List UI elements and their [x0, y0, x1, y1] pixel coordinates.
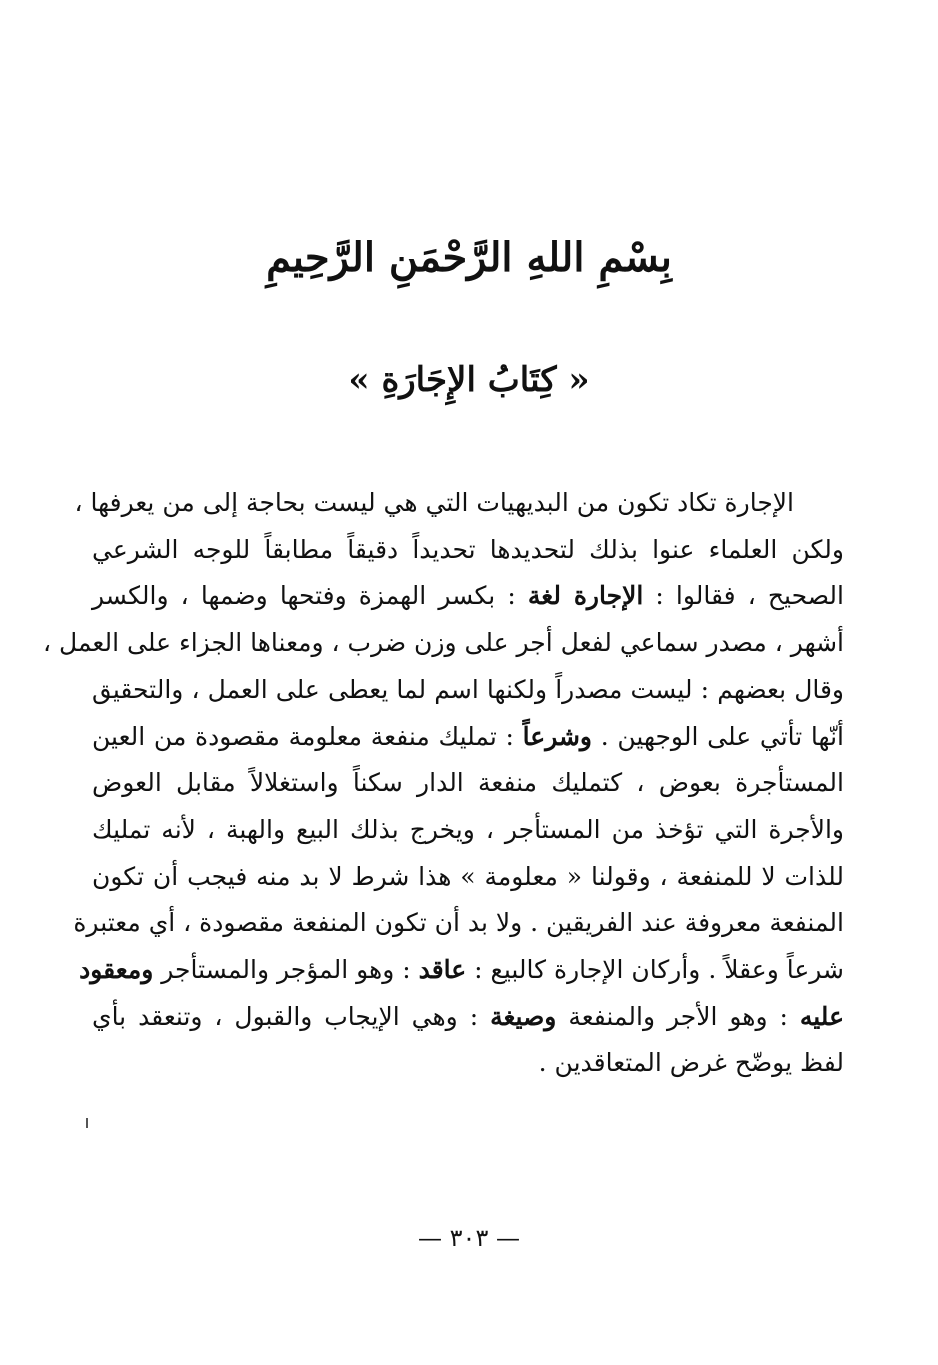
text-segment: : وهي الإيجاب والقبول ، وتنعقد بأي — [92, 1001, 491, 1031]
body-paragraph — [43, 480, 844, 1087]
text-segment: الصحيح ، فقالوا : — [643, 581, 844, 611]
text-segment: ولكن العلماء عنوا بذلك لتحديدها تحديداً دقيقاً مطابقاً للوجه الشرعي — [92, 534, 844, 564]
paragraph-line — [92, 994, 844, 1041]
paragraph-line — [92, 760, 844, 807]
basmala-heading: بِسْمِ اللهِ الرَّحْمَنِ الرَّحِيمِ — [266, 234, 672, 281]
text-segment: أنّها تأتي على الوجهين . — [592, 721, 844, 751]
bold-term: عليه — [799, 1001, 844, 1031]
bold-term: الإجارة لغة — [527, 581, 644, 611]
bold-term: وصيغة — [490, 1001, 557, 1031]
bold-term: ومعقود — [79, 955, 154, 985]
text-segment: المستأجرة بعوض ، كتمليك منفعة الدار سكناً واستغلالاً مقابل العوض — [92, 768, 844, 798]
paragraph-line — [92, 807, 844, 854]
paragraph-line — [92, 854, 844, 901]
text-segment: شرعاً وعقلاً . وأركان الإجارة كالبيع : — [466, 955, 844, 985]
text-segment: : تمليك منفعة معلومة مقصودة من العين — [92, 721, 523, 751]
paragraph-line — [74, 480, 844, 527]
text-segment: : وهو المؤجر والمستأجر — [153, 955, 419, 985]
paragraph-line — [92, 714, 844, 761]
paragraph-line — [92, 527, 844, 574]
text-segment: : بكسر الهمزة وفتحها وضمها ، والكسر — [92, 581, 528, 611]
paragraph-line — [73, 900, 844, 947]
text-segment: أشهر ، مصدر سماعي لفعل أجر على وزن ضرب ، ومعناها الجزاء على العمل ، — [43, 628, 844, 658]
text-segment: : وهو الأجر والمنفعة — [556, 1001, 800, 1031]
bold-term: وشرعاً — [522, 721, 593, 751]
text-segment: المنفعة معروفة عند الفريقين . ولا بد أن تكون المنفعة مقصودة ، أي معتبرة — [73, 908, 844, 938]
paragraph-line — [92, 1040, 844, 1087]
text-segment: الإجارة تكاد تكون من البديهيات التي هي ليست بحاجة إلى من يعرفها ، — [74, 488, 794, 517]
text-segment: لفظ يوضّح غرض المتعاقدين . — [538, 1048, 844, 1078]
page-number: — ٣٠٣ — — [418, 1224, 520, 1252]
text-segment: للذات لا للمنفعة ، وقولنا « معلومة » هذا شرط لا بد منه فيجب أن تكون — [92, 861, 844, 891]
paragraph-line — [43, 620, 844, 667]
text-segment: والأجرة التي تؤخذ من المستأجر ، ويخرج بذلك البيع والهبة ، لأنه تمليك — [92, 814, 844, 844]
stray-ink-mark — [86, 1118, 88, 1128]
paragraph-line — [92, 667, 844, 714]
text-segment: وقال بعضهم : ليست مصدراً ولكنها اسم لما يعطى على العمل ، والتحقيق — [92, 674, 844, 704]
bold-term: عاقد — [418, 955, 467, 985]
paragraph-line — [79, 947, 844, 994]
chapter-title: « كِتَابُ الإِجَارَةِ » — [348, 360, 590, 400]
paragraph-line — [92, 573, 844, 620]
